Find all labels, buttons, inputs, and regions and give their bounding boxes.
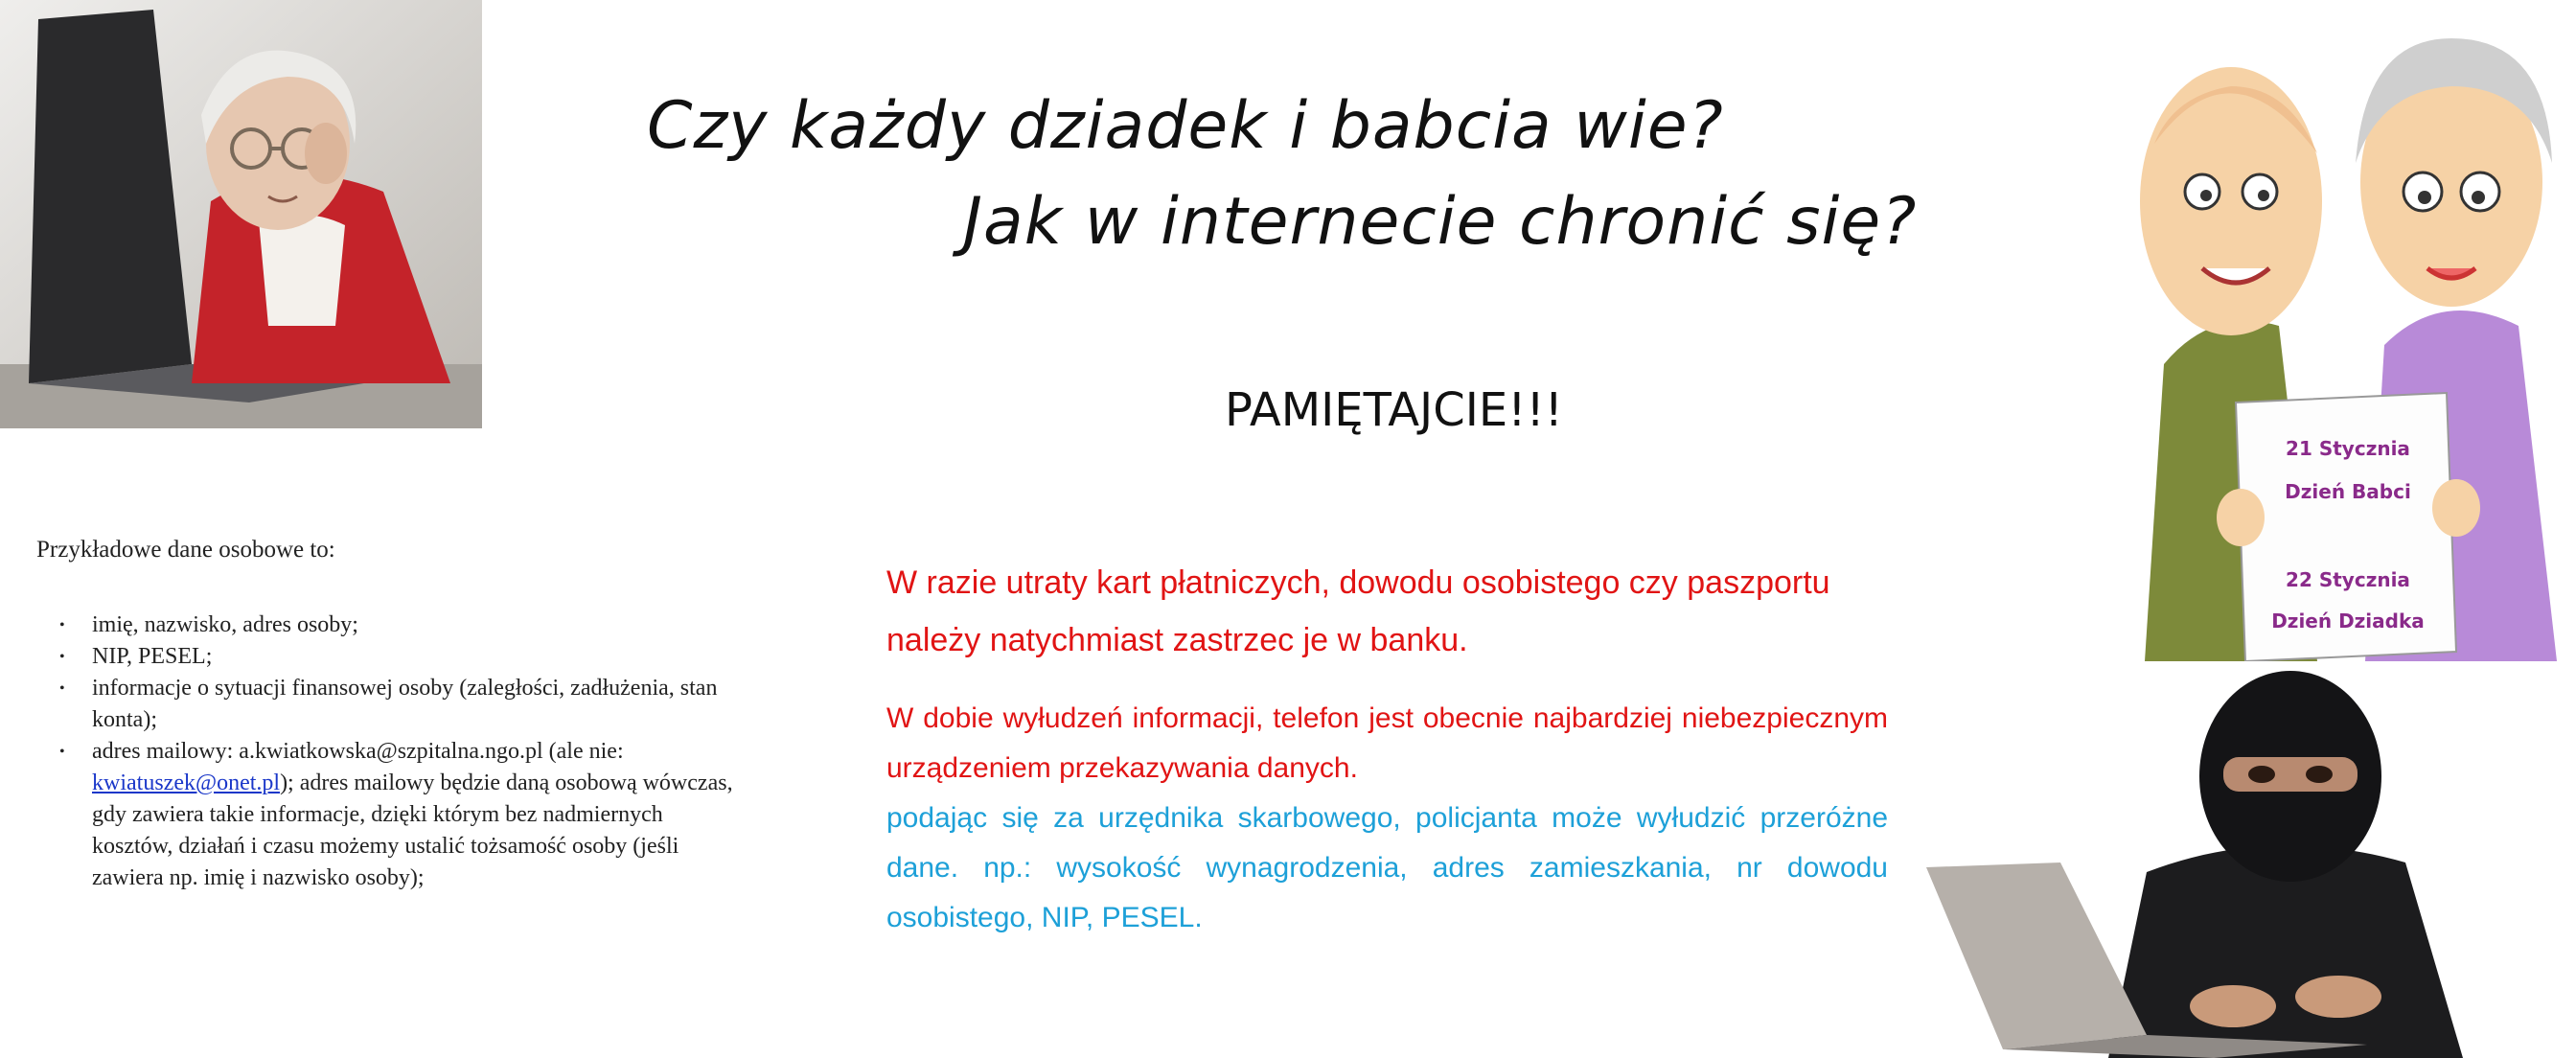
email-link[interactable]: kwiatuszek@onet.pl xyxy=(92,770,281,795)
note-line-4: Dzień Dziadka xyxy=(2271,610,2425,632)
bullet-icon: • xyxy=(59,649,65,665)
phone-warning-block xyxy=(886,694,1888,943)
bullet-icon: • xyxy=(59,617,65,633)
bullet-icon: • xyxy=(59,744,65,760)
grandma-laptop-photo xyxy=(0,0,482,428)
cards-warning-text: W razie utraty kart płatniczych, dowodu osobistego czy paszportu należy natychmiast zastrzec je w banku. xyxy=(886,564,1830,658)
note-line-1: 21 Stycznia xyxy=(2286,437,2410,460)
personal-data-list xyxy=(50,610,740,894)
list-item: • informacje o sytuacji finansowej osoby (zaległości, zadłużenia, stan konta); xyxy=(50,673,740,736)
note-line-3: 22 Stycznia xyxy=(2286,568,2410,591)
remember-heading: PAMIĘTAJCIE!!! xyxy=(1225,383,1563,437)
phone-warning-text: W dobie wyłudzeń informacji, telefon jest obecnie najbardziej niebezpiecznym urządzeniem przekazywania danych. xyxy=(886,702,1888,784)
note-line-2: Dzień Babci xyxy=(2285,480,2411,503)
personal-data-heading: Przykładowe dane osobowe to: xyxy=(36,537,335,563)
list-item: • imię, nazwisko, adres osoby; xyxy=(50,610,740,641)
title-line-1: Czy każdy dziadek i babcia wie? xyxy=(647,88,1724,164)
list-item: • adres mailowy: a.kwiatkowska@szpitalna.ngo.pl (ale nie: kwiatuszek@onet.pl); adres mailowy będzie daną osobową wówczas, gdy zawiera takie informacje, dzięki którym bez nadmiernych kosztów, działań i czasu możemy ustalić tożsamość osoby (jeśli zawiera np. imię i nazwisko osoby); xyxy=(50,736,740,894)
title-line-2: Jak w internecie chronić się? xyxy=(963,184,1918,260)
bullet-icon: • xyxy=(59,680,65,697)
hacker-photo xyxy=(1926,661,2576,1058)
list-item: • NIP, PESEL; xyxy=(50,641,740,673)
grandparents-cartoon xyxy=(2126,0,2576,661)
impersonation-warning-text: podając się za urzędnika skarbowego, policjanta może wyłudzić przeróżne dane. np.: wysokość wynagrodzenia, adres zamieszkania, nr dowodu osobistego, NIP, PESEL. xyxy=(886,802,1888,933)
